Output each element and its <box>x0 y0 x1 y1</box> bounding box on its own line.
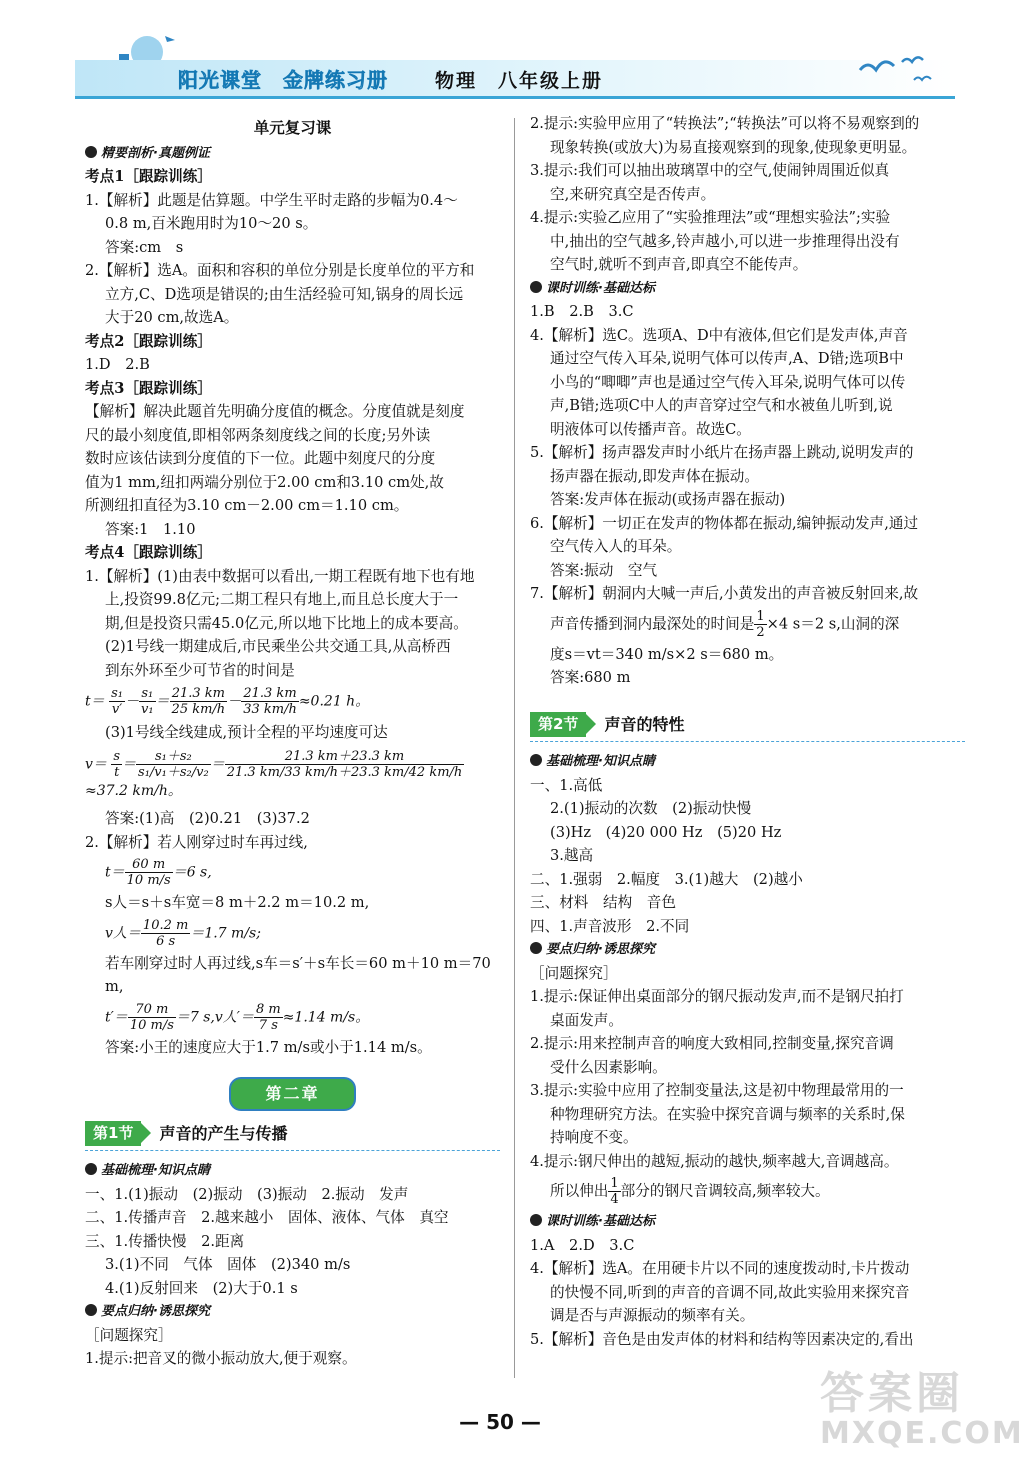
problem-label: ［问题探究］ <box>530 964 618 982</box>
text-line: 种物理研究方法。在实验中探究音调与频率的关系时,保 <box>550 1105 905 1123</box>
arrow-icon <box>141 1123 151 1143</box>
answer: 答案:(1)高 (2)0.21 (3)37.2 <box>105 810 310 827</box>
kaodian-3: 考点3［跟踪训练］ <box>85 379 212 397</box>
text-line: 中,抽出的空气越多,铃声越小,可以进一步推理得出没有 <box>550 232 900 250</box>
text-line: 4.【解析】选A。在用硬卡片以不同的速度拨动时,卡片拨动 <box>530 1260 910 1277</box>
text-line: 1.提示:保证伸出桌面部分的钢尺振动发声,而不是钢尺拍打 <box>530 988 904 1005</box>
text-line: 4.提示:钢尺伸出的越短,振动的越快,频率越大,音调越高。 <box>530 1152 899 1170</box>
kaodian-4: 考点4［跟踪训练］ <box>85 544 212 561</box>
text-line: 0.8 m,百米跑用时为10～20 s。 <box>105 215 318 232</box>
formula-v: v＝ $\frac{s}{t}$ ＝ $\frac{\text{s₁＋s₂}}{\text{s₁/v₁＋s₂/v₂}}$ ＝ $\frac{21.3 km+23.3 km}{21.3 km/33 km/h+23.3 km/42 km/h}$ ≈37.2 km/h。 <box>85 748 463 799</box>
formula-v2: v人＝ $\frac{10.2 m}{6 s}$ ＝1.7 m/s; <box>105 917 261 949</box>
formula-t: t＝ $\frac{\text{s₁}}{v'}$ － $\frac{\text{s₁}}{\text{v₁}}$ ＝ $\frac{21.3 km}{25 km/h}$ － $\frac{21.3 km}{33 km/h}$ ≈0.21 h。 <box>85 686 370 717</box>
text-line: 【解析】解决此题首先明确分度值的概念。分度值就是刻度 <box>85 403 465 420</box>
text-line: 二、1.强弱 2.幅度 3.(1)越大 (2)越小 <box>530 870 803 888</box>
text-line: 3.(1)不同 气体 固体 (2)340 m/s <box>105 1256 351 1273</box>
text-line: 2.提示:用来控制声音的响度大致相同,控制变量,探究音调 <box>530 1035 894 1052</box>
text-line: 2.提示:实验甲应用了“转换法”;“转换法”可以将不易观察到的 <box>530 115 920 132</box>
text-line: 所以伸出 $\frac{1}{4}$ 部分的钢尺音调较高,频率较大。 <box>550 1176 830 1207</box>
text-line: 空,来研究真空是否传声。 <box>550 185 716 203</box>
answer: 答案:680 m <box>550 669 631 686</box>
text-line: 四、1.声音波形 2.不同 <box>530 917 690 935</box>
text-line: 所测纽扣直径为3.10 cm－2.00 cm＝1.10 cm。 <box>85 497 409 514</box>
text-line: 三、材料 结构 音色 <box>530 894 676 911</box>
section-heading: 要点归纳·诱思探究 <box>85 1300 500 1324</box>
formula-t2: t＝ $\frac{60 m}{10 m/s}$ ＝6 s, <box>105 857 212 888</box>
text-line: 7.【解析】朝洞内大喊一声后,小黄发出的声音被反射回来,故 <box>530 585 919 602</box>
text-line: 值为1 mm,纽扣两端分别位于2.00 cm和3.10 cm处,故 <box>85 473 444 491</box>
section-heading: 精要剖析·真题例证 <box>85 142 500 166</box>
bullet-icon <box>85 1163 97 1175</box>
text-line: 数时应该估读到分度值的下一位。此题中刻度尺的分度 <box>85 450 436 467</box>
arrow-icon <box>586 714 596 734</box>
text-line: 1.【解析】此题是估算题。中学生平时走路的步幅为0.4～ <box>85 191 458 209</box>
text-line: 一、1.(1)振动 (2)振动 (3)振动 2.振动 发声 <box>85 1185 409 1203</box>
text-line: 上,投资99.8亿元;二期工程只有地上,而且总长度大于一 <box>105 591 459 608</box>
text-line: 扬声器在振动,即发声体在振动。 <box>550 467 759 485</box>
bullet-icon <box>530 942 542 954</box>
text-line: 二、1.传播声音 2.越来越小 固体、液体、气体 真空 <box>85 1209 449 1226</box>
text-line: 明液体可以传播声音。故选C。 <box>550 420 751 438</box>
text-line: 度s＝vt＝340 m/s×2 s＝680 m。 <box>550 645 784 663</box>
left-column <box>85 112 500 1371</box>
text-line: 声音传播到洞内最深处的时间是 $\frac{1}{2}$ ×4 s＝2 s,山洞的深 <box>550 608 900 640</box>
watermark: 答案圈 MXQE.COM <box>820 1368 1024 1451</box>
text-line: 的快慢不同,听到的声音的音调不同,故此实验用来探究音 <box>550 1283 910 1301</box>
birds-icon <box>850 40 940 90</box>
text-line: 受什么因素影响。 <box>550 1058 667 1076</box>
section-1-header: 第1节 声音的产生与传播 <box>85 1121 500 1152</box>
page-number: — 50 — <box>459 1410 541 1434</box>
kaodian-1: 考点1［跟踪训练］ <box>85 168 212 185</box>
text-line: 通过空气传入耳朵,说明气体可以传声,A、D错;选项B中 <box>550 350 904 367</box>
answer: 答案:1 1.10 <box>105 520 196 538</box>
text-line: 立方,C、D选项是错误的;由生活经验可知,锅身的周长远 <box>105 285 464 303</box>
text-line: 4.【解析】选C。选项A、D中有液体,但它们是发声体,声音 <box>530 326 908 344</box>
text-line: 尺的最小刻度值,即相邻两条刻度线之间的长度;另外读 <box>85 426 431 444</box>
answer: 答案:cm s <box>105 238 184 256</box>
text-line: 5.【解析】音色是由发声体的材料和结构等因素决定的,看出 <box>530 1330 914 1348</box>
problem-label: ［问题探究］ <box>85 1326 173 1344</box>
section-heading: 要点归纳·诱思探究 <box>530 938 965 962</box>
answer: 1.D 2.B <box>85 356 150 373</box>
subject-grade: 物理 八年级上册 <box>435 70 604 92</box>
bullet-icon <box>530 1214 542 1226</box>
book-title: 阳光课堂 金牌练习册 <box>178 68 388 92</box>
text-line: 若车刚穿过时人再过线,s车＝s′＋s车长＝60 m＋10 m＝70 m, <box>105 954 491 995</box>
answer: 答案:振动 空气 <box>550 561 658 579</box>
text-line: 持响度不变。 <box>550 1129 638 1146</box>
formula-t3: t′＝ $\frac{70 m}{10 m/s}$ ＝7 s,v人′＝ $\frac{8 m}{7 s}$ ≈1.14 m/s。 <box>105 1001 370 1033</box>
section-2-header: 第2节 声音的特性 <box>530 712 965 743</box>
page-header <box>0 0 1000 112</box>
section-heading: 课时训练·基础达标 <box>530 1210 965 1234</box>
text-line: 到东外环至少可节省的时间是 <box>105 661 295 679</box>
text-line: 桌面发声。 <box>550 1011 623 1029</box>
kaodian-2: 考点2［跟踪训练］ <box>85 332 212 350</box>
section-heading: 基础梳理·知识点睛 <box>85 1159 500 1183</box>
answer: 1.A 2.D 3.C <box>530 1236 635 1254</box>
text-line: s人＝s＋s车宽＝8 m＋2.2 m＝10.2 m, <box>105 894 370 911</box>
text-line: (3)Hz (4)20 000 Hz (5)20 Hz <box>550 823 782 841</box>
text-line: 3.提示:我们可以抽出玻璃罩中的空气,使闹钟周围近似真 <box>530 162 890 179</box>
answer: 答案:发声体在振动(或扬声器在振动) <box>550 491 786 508</box>
text-line: 4.(1)反射回来 (2)大于0.1 s <box>105 1279 298 1297</box>
right-column <box>530 112 965 1351</box>
text-line: 声,B错;选项C中人的声音穿过空气和水被鱼儿听到,说 <box>550 397 893 414</box>
text-line: 小鸟的“唧唧”声也是通过空气传入耳朵,说明气体可以传 <box>550 373 906 391</box>
answer: 1.B 2.B 3.C <box>530 303 634 320</box>
text-line: 3.越高 <box>550 847 594 864</box>
text-line: 一、1.高低 <box>530 776 603 794</box>
text-line: (2)1号线一期建成后,市民乘坐公共交通工具,从高桥西 <box>105 638 451 655</box>
text-line: 2.【解析】选A。面积和容积的单位分别是长度单位的平方和 <box>85 262 475 279</box>
text-line: 三、1.传播快慢 2.距离 <box>85 1232 245 1250</box>
column-divider <box>514 118 515 1378</box>
text-line: 现象转换(或放大)为易直接观察到的现象,使现象更明显。 <box>550 138 917 156</box>
unit-title: 单元复习课 <box>253 118 332 137</box>
text-line: 2.(1)振动的次数 (2)振动快慢 <box>550 800 752 817</box>
text-line: 空气时,就听不到声音,即真空不能传声。 <box>550 256 808 273</box>
chapter-banner: 第二章 <box>85 1077 500 1111</box>
text-line: 6.【解析】一切正在发声的物体都在振动,编钟振动发声,通过 <box>530 514 919 532</box>
bullet-icon <box>85 146 97 158</box>
text-line: (3)1号线全线建成,预计全程的平均速度可达 <box>105 724 388 741</box>
text-line: 4.提示:实验乙应用了“实验推理法”或“理想实验法”;实验 <box>530 209 891 226</box>
text-line: 调是否与声源振动的频率有关。 <box>550 1307 755 1324</box>
bullet-icon <box>85 1304 97 1316</box>
text-line: 5.【解析】扬声器发声时小纸片在扬声器上跳动,说明发声的 <box>530 444 914 461</box>
bullet-icon <box>530 754 542 766</box>
bullet-icon <box>530 281 542 293</box>
text-line: 1.【解析】(1)由表中数据可以看出,一期工程既有地下也有地 <box>85 567 475 585</box>
text-line: 期,但是投资只需45.0亿元,所以地下比地上的成本要高。 <box>105 614 468 632</box>
text-line: 大于20 cm,故选A。 <box>105 309 239 326</box>
text-line: 3.提示:实验中应用了控制变量法,这是初中物理最常用的一 <box>530 1082 904 1099</box>
text-line: 1.提示:把音叉的微小振动放大,便于观察。 <box>85 1350 357 1367</box>
text-line: 2.【解析】若人刚穿过时车再过线, <box>85 833 308 851</box>
answer: 答案:小王的速度应大于1.7 m/s或小于1.14 m/s。 <box>105 1038 432 1056</box>
section-heading: 基础梳理·知识点睛 <box>530 750 965 774</box>
text-line: 空气传入人的耳朵。 <box>550 538 682 555</box>
section-heading: 课时训练·基础达标 <box>530 277 965 301</box>
